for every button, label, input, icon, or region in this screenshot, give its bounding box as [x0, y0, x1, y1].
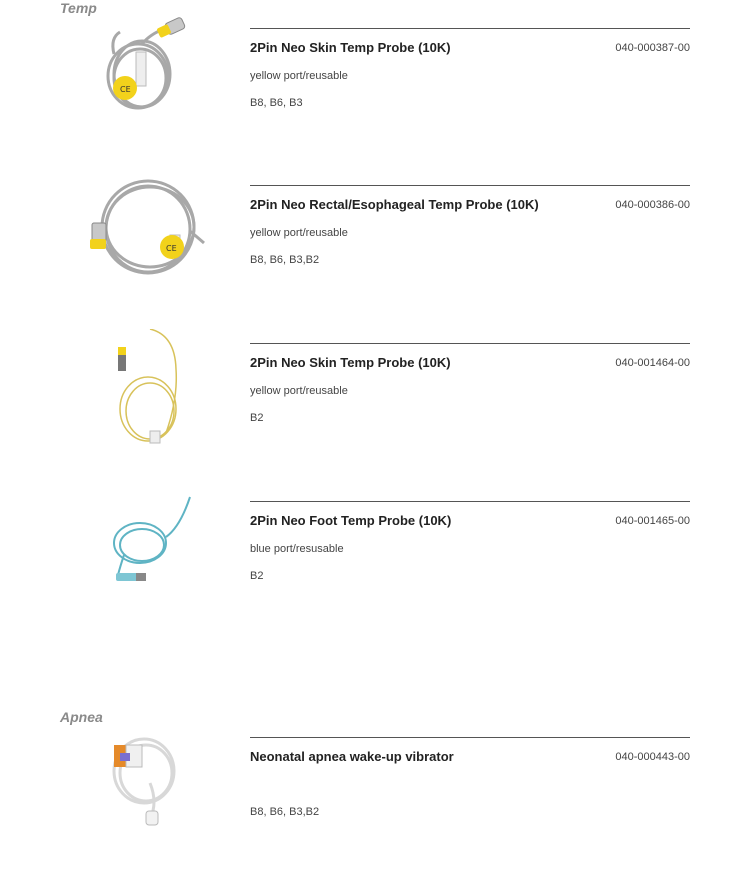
product-row — [0, 28, 751, 168]
product-description: yellow port/reusable — [250, 70, 348, 82]
product-image-foot-probe — [80, 487, 210, 607]
product-compatibility: B2 — [250, 412, 264, 424]
product-code: 040-000386-00 — [615, 199, 690, 211]
product-compatibility: B2 — [250, 570, 264, 582]
divider — [250, 343, 690, 344]
ce-mark-icon: CE — [166, 244, 177, 253]
product-compatibility: B8, B6, B3,B2 — [250, 254, 320, 266]
product-code: 040-001464-00 — [615, 357, 690, 369]
product-name: 2Pin Neo Foot Temp Probe (10K) — [250, 513, 452, 528]
product-row — [0, 501, 751, 641]
product-name: 2Pin Neo Skin Temp Probe (10K) — [250, 355, 451, 370]
divider — [250, 737, 690, 738]
product-code: 040-000443-00 — [615, 751, 690, 763]
product-code: 040-000387-00 — [615, 42, 690, 54]
product-image-apnea-vibrator — [80, 723, 210, 843]
divider — [250, 501, 690, 502]
product-image-thin-skin-probe — [80, 329, 210, 449]
product-compatibility: B8, B6, B3,B2 — [250, 806, 320, 818]
product-description: blue port/resusable — [250, 543, 344, 555]
product-row — [0, 343, 751, 483]
product-code: 040-001465-00 — [615, 515, 690, 527]
product-name: 2Pin Neo Rectal/Esophageal Temp Probe (10K) — [250, 197, 539, 212]
product-image-skin-probe — [80, 14, 210, 134]
product-description: yellow port/reusable — [250, 385, 348, 397]
section-title-temp: Temp — [60, 0, 97, 16]
divider — [250, 185, 690, 186]
product-name: Neonatal apnea wake-up vibrator — [250, 749, 454, 764]
product-row — [0, 737, 751, 877]
product-image-rectal-probe — [80, 171, 210, 291]
ce-mark-icon: CE — [120, 85, 131, 94]
section-title-apnea: Apnea — [60, 709, 103, 725]
divider — [250, 28, 690, 29]
product-description: yellow port/reusable — [250, 227, 348, 239]
product-row — [0, 185, 751, 325]
product-name: 2Pin Neo Skin Temp Probe (10K) — [250, 40, 451, 55]
product-compatibility: B8, B6, B3 — [250, 97, 303, 109]
